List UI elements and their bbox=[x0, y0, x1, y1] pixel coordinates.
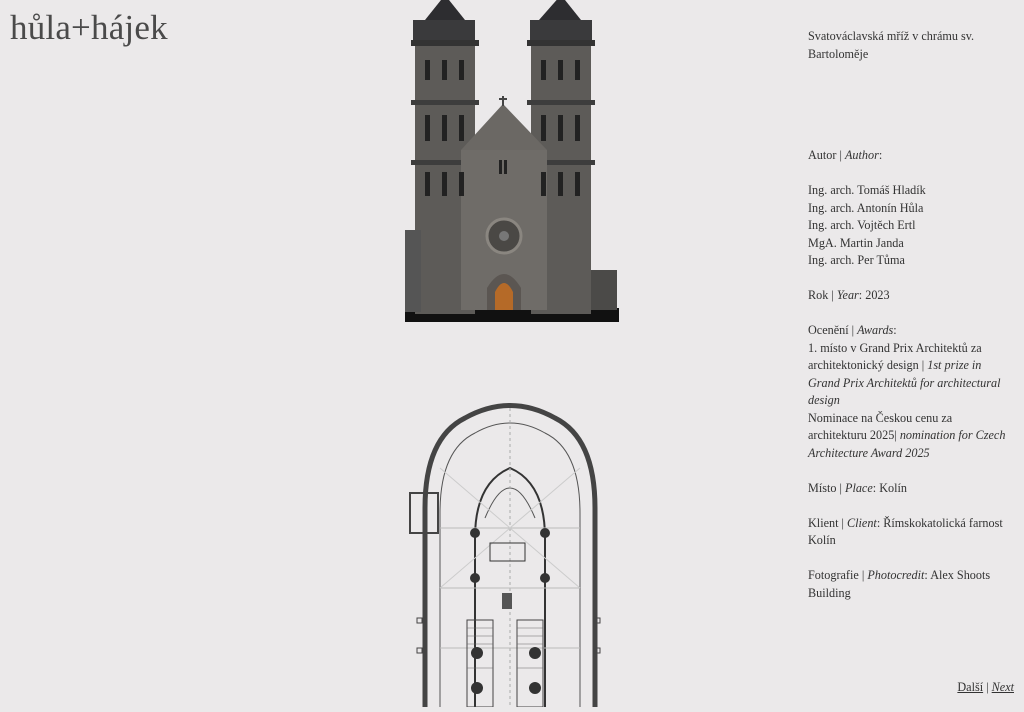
author-2: Ing. arch. Antonín Hůla bbox=[808, 200, 924, 215]
award-1: 1. místo v Grand Prix Architektů za architektonický design | 1st prize in Grand Prix Architektů for architectural design bbox=[808, 340, 1001, 407]
project-title: Svatováclavská mříž v chrámu sv. Bartoloměje bbox=[808, 29, 975, 61]
next-link-cz[interactable]: Další bbox=[957, 680, 984, 694]
author-3: Ing. arch. Vojtěch Ertl bbox=[808, 218, 916, 232]
awards-heading: Ocenění | Awards: bbox=[808, 323, 897, 337]
project-info bbox=[808, 28, 1013, 602]
next-link-en[interactable]: Next bbox=[991, 680, 1014, 694]
church-facade-image bbox=[395, 0, 627, 322]
photo-credit-line: Fotografie | Photocredit: Alex Shoots Building bbox=[808, 568, 991, 600]
next-link-container: Další | Next bbox=[957, 680, 1014, 694]
year-line: Rok | Year: 2023 bbox=[808, 288, 890, 302]
award-2: Nominace na Českou cenu za architekturu 2025| nomination for Czech Architecture Award 2025 bbox=[808, 410, 1006, 460]
church-floor-plan-image bbox=[405, 388, 615, 707]
client-line: Klient | Client: Římskokatolická farnost Kolín bbox=[808, 515, 1003, 547]
author-heading: Autor | Author: bbox=[808, 148, 883, 162]
author-5: Ing. arch. Per Tůma bbox=[808, 253, 905, 267]
author-4: MgA. Martin Janda bbox=[808, 235, 904, 250]
author-1: Ing. arch. Tomáš Hladík bbox=[808, 183, 926, 197]
site-logo[interactable]: hůla+hájek bbox=[10, 8, 168, 47]
place-line: Místo | Place: Kolín bbox=[808, 480, 907, 495]
